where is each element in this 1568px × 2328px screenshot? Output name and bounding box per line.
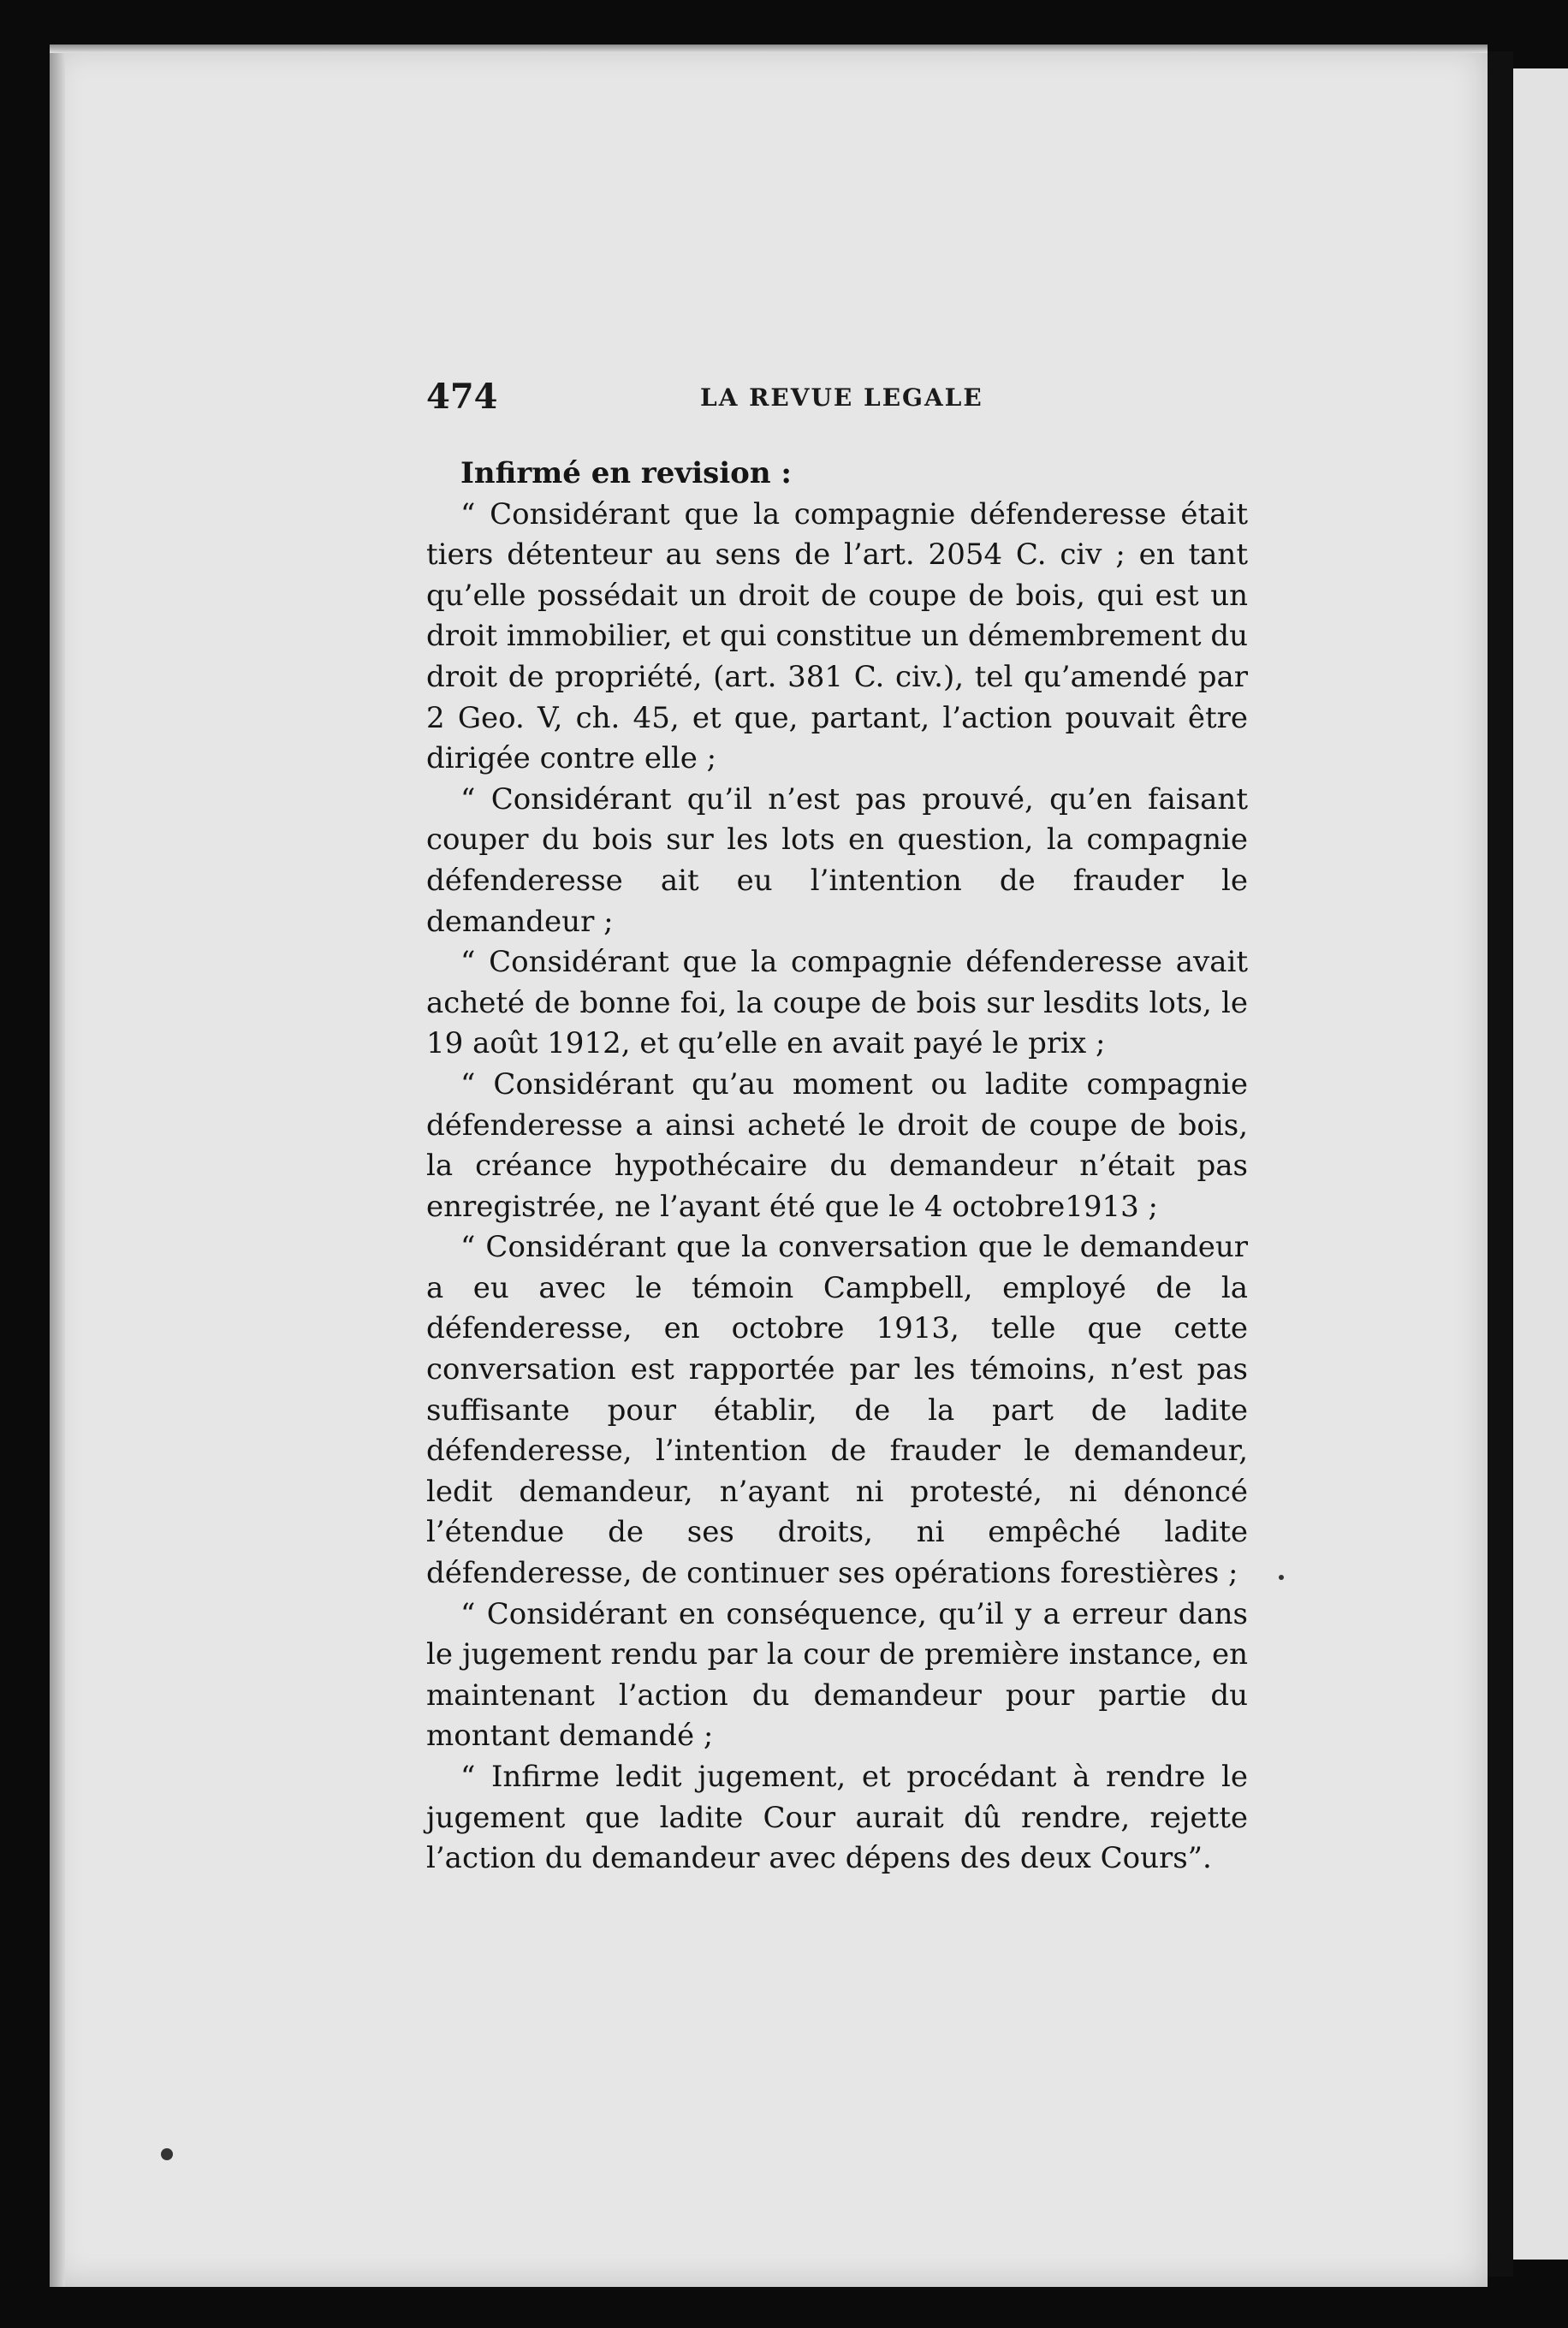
- page-left-shadow: [50, 45, 65, 2287]
- paragraph: “ Considérant que la conversation que le demandeur a eu avec le témoin Campbell, employé de la défenderesse, en octobre 1913, telle que cette conversation est rapportée par les témoins, n’est pas suffisante pour établir, de la part de ladite défenderesse, l’intention de frauder le demandeur, ledit demandeur, n’ayant ni protesté, ni dénoncé l’étendue de ses droits, ni empêché ladite défenderesse, de continuer ses opérations forestières ;: [426, 1230, 1248, 1591]
- scan-speck: [161, 2148, 173, 2160]
- page-number: 474: [426, 377, 498, 417]
- paragraph: “ Considérant que la compagnie défenderesse avait acheté de bonne foi, la coupe de bois sur lesdits lots, le 19 août 1912, et qu’elle en avait payé le prix ;: [426, 945, 1248, 1061]
- paragraph-heading: Infirmé en revision :: [460, 456, 792, 490]
- paragraph: “ Considérant qu’il n’est pas prouvé, qu’en faisant couper du bois sur les lots en question, la compagnie défenderesse ait eu l’intention de frauder le demandeur ;: [426, 781, 1248, 939]
- paragraph: “ Infirme ledit jugement, et procédant à rendre le jugement que ladite Cour aurait dû rendre, rejette l’action du demandeur avec dépens des deux Cours”.: [426, 1760, 1248, 1876]
- body-text: [426, 454, 1248, 1880]
- scan-speck: [1279, 1575, 1284, 1580]
- page-header: [426, 377, 1248, 428]
- page-top-shadow: [50, 45, 1488, 53]
- paragraph: “ Considérant qu’au moment ou ladite compagnie défenderesse a ainsi acheté le droit de coupe de bois, la créance hypothécaire du demandeur n’était pas enregistrée, ne l’ayant été que le 4 octobre1913 ;: [426, 1066, 1248, 1224]
- running-title: LA REVUE LEGALE: [700, 383, 983, 412]
- paragraph: “ Considérant que la compagnie défenderesse était tiers détenteur au sens de l’art. 2054 C. civ ; en tant qu’elle possédait un droit de coupe de bois, qui est un droit immobilier, et qui constitue un démembrement du droit de propriété, (art. 381 C. civ.), tel qu’amendé par 2 Geo. V, ch. 45, et que, partant, l’action pouvait être dirigée contre elle ;: [426, 496, 1248, 776]
- paragraph: “ Considérant en conséquence, qu’il y a erreur dans le jugement rendu par la cour de première instance, en maintenant l’action du demandeur pour partie du montant demandé ;: [426, 1596, 1248, 1754]
- facing-page-edge: [1513, 68, 1568, 2260]
